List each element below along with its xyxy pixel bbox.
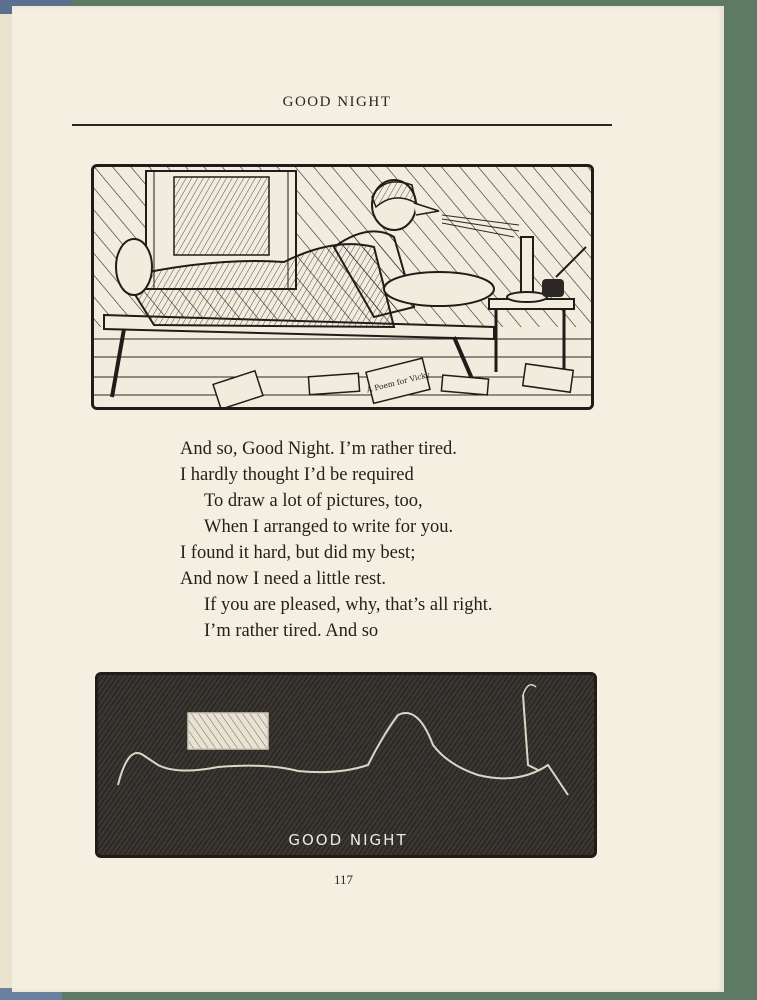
poem-line-1: And so, Good Night. I’m rather tired. [180,439,457,459]
poem-line-7: If you are pleased, why, that’s all right. [204,595,493,615]
poem-line-6: And now I need a little rest. [180,569,387,589]
page-number: 117 [334,872,354,887]
header-rule [72,124,612,126]
book-page [12,6,724,992]
poem-line-3: To draw a lot of pictures, too, [204,491,423,511]
card-text: A Poem for Vicky [365,369,431,395]
illustration-bedtime [91,164,594,410]
illustration-good-night-drawing [98,675,594,855]
poem-line-8: I’m rather tired. And so [204,621,379,641]
poem-line-5: I found it hard, but did my best; [180,543,416,563]
poem-stanza [180,436,600,644]
poem-line-4: When I arranged to write for you. [204,517,454,537]
illustration-good-night [95,672,597,858]
illustration-bedtime-drawing [94,167,591,407]
running-header: GOOD NIGHT [282,94,392,110]
poem-line-2: I hardly thought I’d be required [180,465,414,485]
illustration-caption: GOOD NIGHT [288,831,408,849]
